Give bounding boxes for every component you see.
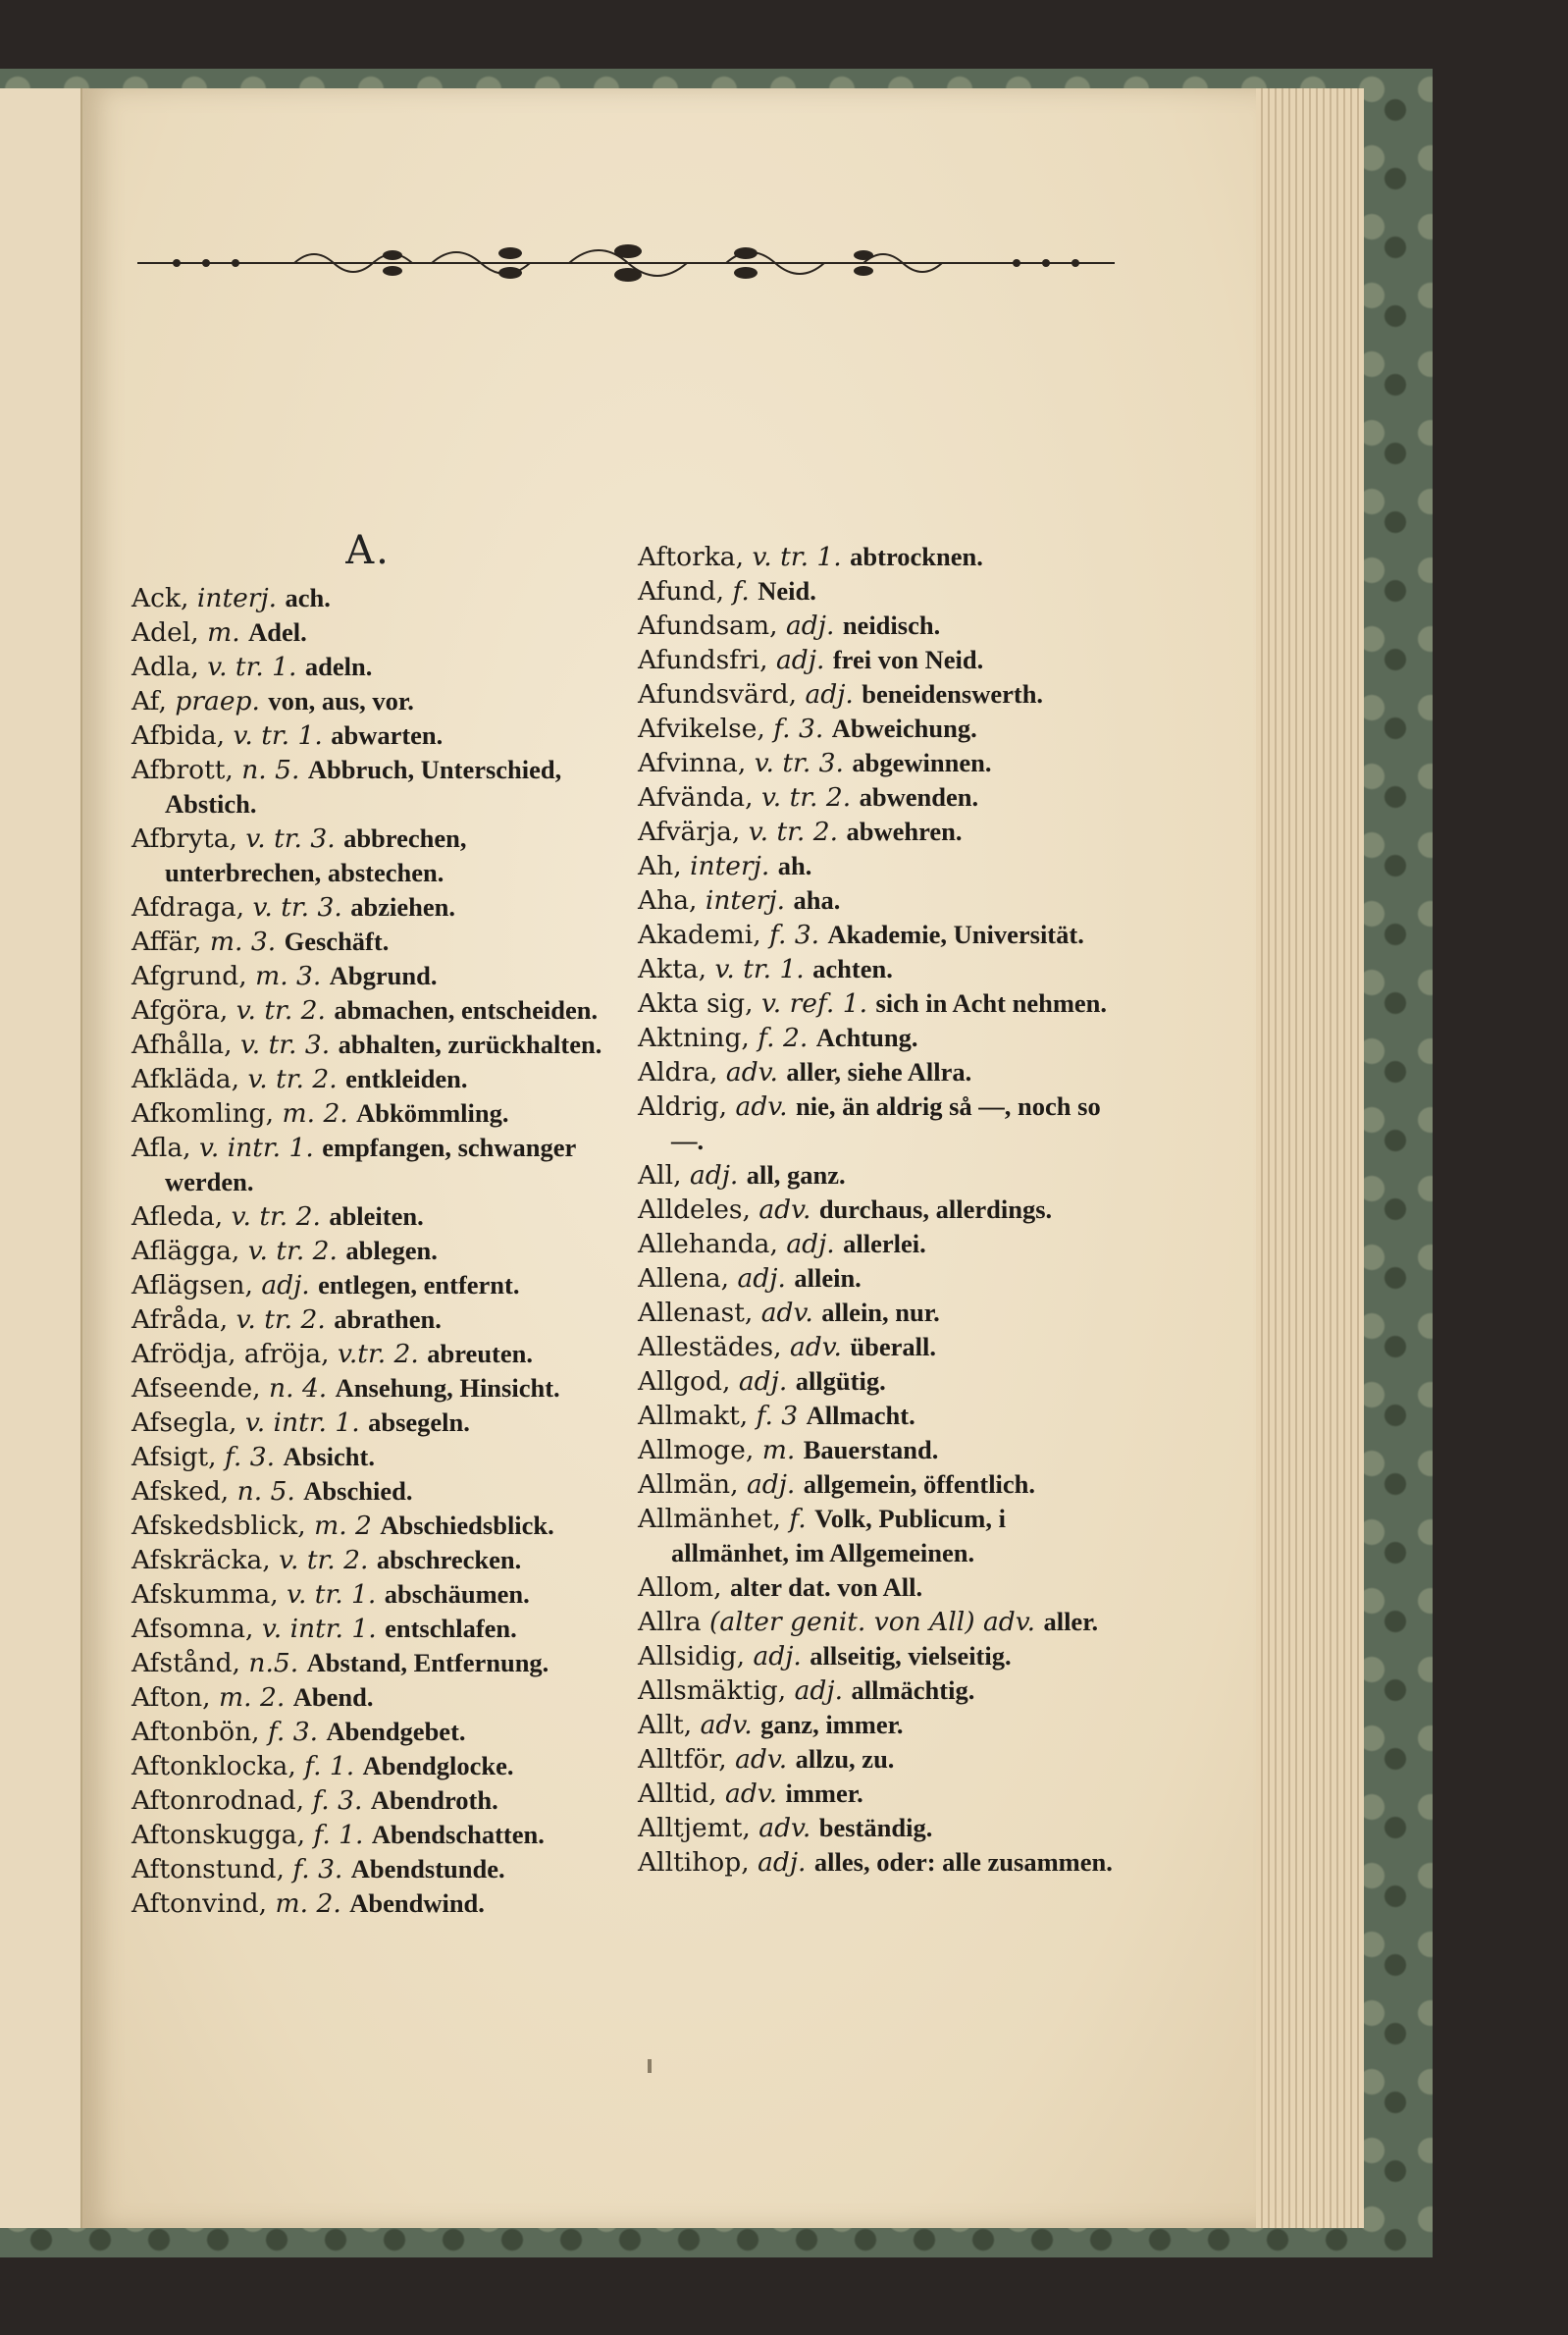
- entry-grammar: adj.: [737, 1263, 786, 1294]
- dictionary-entry: [638, 1502, 1128, 1570]
- entry-term: Afseende,: [131, 1373, 261, 1404]
- dictionary-entry: [131, 650, 602, 684]
- dictionary-entry: [131, 959, 602, 993]
- dictionary-entry: [638, 1330, 1128, 1364]
- entry-term: Alltihop,: [638, 1847, 750, 1878]
- dictionary-entry: [638, 1433, 1128, 1467]
- entry-term: Aldra,: [638, 1057, 718, 1088]
- entry-translation: abtrocknen.: [850, 542, 983, 571]
- entry-translation: all, ganz.: [746, 1160, 846, 1190]
- dictionary-entry: [131, 925, 602, 959]
- entry-grammar: f. 1.: [304, 1751, 355, 1781]
- entry-term: Afsigt,: [131, 1442, 217, 1472]
- entry-grammar: v. tr. 2.: [247, 1236, 338, 1266]
- entry-translation: Abgrund.: [329, 961, 438, 990]
- entry-grammar: v. ref. 1.: [760, 988, 867, 1019]
- page-edges: [1256, 88, 1364, 2228]
- entry-grammar: praep.: [175, 686, 260, 716]
- dictionary-entry: [638, 918, 1128, 952]
- entry-grammar: interj.: [690, 851, 770, 881]
- dictionary-entry: [131, 753, 602, 822]
- entry-grammar: adv.: [725, 1057, 778, 1088]
- entry-term: Afhålla,: [131, 1030, 233, 1060]
- entry-grammar: v. tr. 2.: [235, 1304, 326, 1335]
- entry-translation: empfangen, schwanger werden.: [165, 1133, 576, 1196]
- dictionary-entry: [638, 1605, 1128, 1639]
- entry-term: Aftonvind,: [131, 1888, 268, 1919]
- entry-term: Afvända,: [638, 782, 754, 813]
- entry-grammar: f. 3: [756, 1401, 799, 1431]
- entry-term: Afskedsblick,: [131, 1511, 306, 1541]
- dictionary-entry: [638, 1467, 1128, 1502]
- entry-grammar: f.: [732, 576, 750, 607]
- entry-term: Aftonskugga,: [131, 1820, 306, 1850]
- entry-grammar: adj.: [758, 1847, 807, 1878]
- dictionary-entry: [638, 1158, 1128, 1193]
- entry-translation: alles, oder: alle zusammen.: [813, 1847, 1113, 1877]
- entry-translation: Ansehung, Hinsicht.: [335, 1373, 560, 1403]
- section-letter-heading: A.: [345, 528, 391, 573]
- dictionary-entry: [131, 1577, 602, 1612]
- dictionary-entry: [131, 1371, 602, 1406]
- entry-translation: allseitig, vielseitig.: [810, 1641, 1012, 1671]
- dictionary-entry: [131, 1440, 602, 1474]
- entry-term: Afrödja, afröja,: [131, 1339, 330, 1369]
- entry-grammar: adj.: [776, 645, 825, 675]
- entry-grammar: f. 3.: [268, 1717, 318, 1747]
- dictionary-entry: [638, 1845, 1128, 1880]
- dictionary-entry: [638, 1708, 1128, 1742]
- entry-term: Afbrott,: [131, 755, 234, 785]
- dictionary-entry: [638, 1193, 1128, 1227]
- entry-term: Afsegla,: [131, 1407, 237, 1438]
- entry-term: Afkomling,: [131, 1098, 275, 1129]
- entry-grammar: f. 2.: [758, 1023, 809, 1053]
- entry-translation: abgewinnen.: [852, 748, 992, 777]
- dictionary-entry: [131, 1509, 602, 1543]
- entry-grammar: v. intr. 1.: [261, 1614, 377, 1644]
- entry-grammar: adj.: [785, 610, 835, 641]
- entry-term: Alltför,: [638, 1744, 727, 1775]
- dictionary-entry: [131, 1886, 602, 1921]
- entry-term: Allsmäktig,: [638, 1675, 787, 1706]
- dictionary-entry: [638, 815, 1128, 849]
- entry-translation: sich in Acht nehmen.: [875, 988, 1108, 1018]
- entry-translation: ach.: [285, 583, 331, 612]
- entry-term: Allmakt,: [638, 1401, 749, 1431]
- entry-translation: abziehen.: [350, 892, 455, 922]
- entry-term: Aftonstund,: [131, 1854, 285, 1884]
- entry-translation: beneidenswerth.: [862, 679, 1044, 709]
- entry-grammar: n. 5.: [236, 1476, 295, 1507]
- entry-grammar: v. tr. 2.: [760, 782, 852, 813]
- entry-term: Allmänhet,: [638, 1504, 781, 1534]
- entry-term: Allsidig,: [638, 1641, 745, 1672]
- entry-grammar: adv.: [735, 1091, 788, 1122]
- page-mark: [648, 2059, 652, 2073]
- entry-term: Allt,: [638, 1710, 693, 1740]
- entry-grammar: m. 2.: [275, 1888, 341, 1919]
- entry-grammar: m. 3.: [209, 927, 277, 957]
- entry-grammar: adj.: [753, 1641, 802, 1672]
- entry-translation: Geschäft.: [284, 927, 390, 956]
- dictionary-entry: [638, 1673, 1128, 1708]
- dictionary-entry: [638, 643, 1128, 677]
- left-column: [131, 581, 602, 1921]
- entry-grammar: m.: [207, 617, 240, 648]
- entry-grammar: v. tr. 1.: [752, 542, 842, 572]
- entry-translation: von, aus, vor.: [268, 686, 414, 716]
- entry-translation: Abweichung.: [831, 714, 977, 743]
- entry-translation: nie, än aldrig så —, noch so —.: [671, 1091, 1101, 1155]
- dictionary-entry: [131, 1646, 602, 1680]
- entry-term: Aflägsen,: [131, 1270, 253, 1300]
- dictionary-entry: [131, 1543, 602, 1577]
- entry-term: Afvinna,: [638, 748, 747, 778]
- entry-grammar: interj.: [705, 885, 786, 916]
- entry-term: Alldeles,: [638, 1194, 751, 1225]
- entry-term: Allra: [638, 1607, 702, 1637]
- dictionary-entry: [131, 684, 602, 718]
- entry-term: All,: [638, 1160, 682, 1191]
- dictionary-entry: [131, 1749, 602, 1783]
- dictionary-entry: [638, 1364, 1128, 1399]
- entry-translation: abwenden.: [859, 782, 979, 812]
- entry-grammar: f.: [789, 1504, 807, 1534]
- entry-term: Allmän,: [638, 1469, 739, 1500]
- entry-term: Allgod,: [638, 1366, 731, 1397]
- entry-translation: entkleiden.: [345, 1064, 468, 1093]
- entry-grammar: m. 2: [314, 1511, 372, 1541]
- entry-grammar: f. 3.: [769, 920, 820, 950]
- entry-grammar: f. 3.: [312, 1785, 363, 1816]
- entry-term: Ah,: [638, 851, 682, 881]
- entry-term: Aftonbön,: [131, 1717, 260, 1747]
- entry-translation: Absicht.: [283, 1442, 375, 1471]
- entry-translation: abhalten, zurückhalten.: [338, 1030, 602, 1059]
- entry-grammar: (alter genit. von All) adv.: [709, 1607, 1036, 1637]
- entry-term: Afbida,: [131, 720, 226, 751]
- entry-translation: abreuten.: [427, 1339, 534, 1368]
- dictionary-entry: [131, 718, 602, 753]
- entry-term: Alltjemt,: [638, 1813, 751, 1843]
- dictionary-entry: [131, 615, 602, 650]
- entry-translation: Abendwind.: [349, 1888, 485, 1918]
- entry-term: Allena,: [638, 1263, 730, 1294]
- dictionary-entry: [638, 609, 1128, 643]
- entry-translation: Abend.: [292, 1682, 374, 1712]
- entry-grammar: adv.: [700, 1710, 753, 1740]
- entry-grammar: v. intr. 1.: [244, 1407, 360, 1438]
- dictionary-entry: [638, 1777, 1128, 1811]
- entry-translation: abwarten.: [331, 720, 444, 750]
- dictionary-entry: [638, 1261, 1128, 1296]
- entry-grammar: v. tr. 1.: [207, 652, 297, 682]
- dictionary-entry: [131, 1268, 602, 1302]
- entry-translation: abmachen, entscheiden.: [334, 995, 599, 1025]
- entry-grammar: n. 5.: [241, 755, 300, 785]
- entry-term: Allestädes,: [638, 1332, 782, 1362]
- entry-translation: allein, nur.: [821, 1298, 940, 1327]
- floral-ornament-icon: [137, 234, 1115, 292]
- entry-translation: adeln.: [304, 652, 373, 681]
- entry-translation: Volk, Publicum, i allmänhet, im Allgemeinen.: [671, 1504, 1006, 1567]
- entry-term: Afleda,: [131, 1201, 224, 1232]
- entry-translation: entschlafen.: [385, 1614, 517, 1643]
- dictionary-entry: [131, 1474, 602, 1509]
- entry-translation: Abendroth.: [370, 1785, 498, 1815]
- entry-translation: Abschied.: [303, 1476, 413, 1506]
- entry-translation: Allmacht.: [806, 1401, 915, 1430]
- dictionary-entry: [638, 952, 1128, 986]
- entry-grammar: f. 3.: [292, 1854, 343, 1884]
- entry-translation: Achtung.: [815, 1023, 918, 1052]
- entry-translation: Abstand, Entfernung.: [306, 1648, 549, 1677]
- entry-term: Aftonrodnad,: [131, 1785, 304, 1816]
- entry-translation: überall.: [850, 1332, 936, 1361]
- entry-translation: aller.: [1043, 1607, 1099, 1636]
- entry-grammar: adj.: [786, 1229, 835, 1259]
- entry-grammar: v. tr. 2.: [748, 817, 839, 847]
- entry-translation: Abkömmling.: [356, 1098, 509, 1128]
- entry-grammar: v. tr. 3.: [239, 1030, 331, 1060]
- entry-translation: Abendglocke.: [362, 1751, 514, 1780]
- entry-translation: beständig.: [818, 1813, 933, 1842]
- dictionary-entry: [638, 574, 1128, 609]
- entry-grammar: v. tr. 1.: [233, 720, 323, 751]
- dictionary-entry: [638, 986, 1128, 1021]
- entry-translation: alter dat. von All.: [730, 1572, 923, 1602]
- entry-grammar: m. 2.: [219, 1682, 286, 1713]
- entry-grammar: adv.: [760, 1298, 813, 1328]
- left-page-edge: [0, 88, 82, 2228]
- entry-translation: Adel.: [248, 617, 307, 647]
- dictionary-entry: [131, 1612, 602, 1646]
- entry-translation: allmächtig.: [851, 1675, 975, 1705]
- entry-grammar: adv.: [789, 1332, 842, 1362]
- entry-term: Afgöra,: [131, 995, 229, 1026]
- entry-grammar: adv.: [758, 1194, 811, 1225]
- entry-term: Alltid,: [638, 1778, 717, 1809]
- entry-translation: Abschiedsblick.: [380, 1511, 554, 1540]
- entry-grammar: v. intr. 1.: [199, 1133, 314, 1163]
- entry-term: Adel,: [131, 617, 199, 648]
- entry-term: Adla,: [131, 652, 199, 682]
- entry-grammar: adj.: [805, 679, 854, 710]
- entry-grammar: adv.: [735, 1744, 788, 1775]
- entry-grammar: adj.: [689, 1160, 739, 1191]
- entry-term: Afskumma,: [131, 1579, 279, 1610]
- entry-translation: allerlei.: [843, 1229, 926, 1258]
- right-column: [638, 540, 1128, 1880]
- entry-grammar: v. tr. 3.: [245, 823, 336, 854]
- entry-grammar: adv.: [725, 1778, 778, 1809]
- entry-translation: Akademie, Universität.: [827, 920, 1084, 949]
- dictionary-entry: [638, 1742, 1128, 1777]
- entry-translation: Neid.: [758, 576, 816, 606]
- entry-term: Af,: [131, 686, 167, 716]
- entry-translation: entlegen, entfernt.: [318, 1270, 520, 1300]
- entry-term: Afkläda,: [131, 1064, 239, 1094]
- entry-translation: allein.: [794, 1263, 862, 1293]
- entry-term: Aktning,: [638, 1023, 750, 1053]
- entry-term: Akta sig,: [638, 988, 754, 1019]
- entry-translation: ablegen.: [345, 1236, 438, 1265]
- entry-translation: neidisch.: [842, 610, 941, 640]
- entry-term: Afvikelse,: [638, 714, 765, 744]
- entry-grammar: f. 1.: [313, 1820, 364, 1850]
- entry-grammar: interj.: [196, 583, 278, 613]
- entry-grammar: f. 3.: [225, 1442, 276, 1472]
- entry-term: Afråda,: [131, 1304, 229, 1335]
- entry-grammar: v. tr. 3.: [754, 748, 844, 778]
- dictionary-entry: [638, 1021, 1128, 1055]
- entry-term: Aftorka,: [638, 542, 745, 572]
- entry-term: Aldrig,: [638, 1091, 728, 1122]
- dictionary-entry: [638, 1399, 1128, 1433]
- entry-translation: ableiten.: [329, 1201, 424, 1231]
- entry-term: Afton,: [131, 1682, 211, 1713]
- entry-grammar: v. tr. 3.: [252, 892, 342, 923]
- dictionary-entry: [638, 1296, 1128, 1330]
- entry-term: Afvärja,: [638, 817, 741, 847]
- entry-grammar: n. 4.: [269, 1373, 328, 1404]
- entry-translation: Abendstunde.: [350, 1854, 505, 1884]
- entry-term: Afund,: [638, 576, 725, 607]
- entry-term: Afsomna,: [131, 1614, 254, 1644]
- dictionary-entry: [638, 780, 1128, 815]
- dictionary-entry: [638, 712, 1128, 746]
- dictionary-entry: [638, 1639, 1128, 1673]
- entry-translation: allzu, zu.: [795, 1744, 895, 1774]
- entry-translation: abrathen.: [334, 1304, 442, 1334]
- dictionary-entry: [131, 1715, 602, 1749]
- entry-grammar: v. tr. 2.: [279, 1545, 369, 1575]
- dictionary-entry: [131, 1818, 602, 1852]
- entry-translation: absegeln.: [368, 1407, 470, 1437]
- entry-translation: allgemein, öffentlich.: [803, 1469, 1036, 1499]
- entry-term: Aflägga,: [131, 1236, 240, 1266]
- dictionary-entry: [131, 1680, 602, 1715]
- dictionary-entry: [638, 1089, 1128, 1158]
- entry-translation: abschrecken.: [376, 1545, 522, 1574]
- dictionary-entry: [131, 890, 602, 925]
- dictionary-entry: [638, 1227, 1128, 1261]
- entry-translation: allgütig.: [795, 1366, 886, 1396]
- entry-translation: aha.: [793, 885, 841, 915]
- entry-grammar: v. tr. 1.: [714, 954, 805, 984]
- dictionary-entry: [131, 581, 602, 615]
- entry-term: Afundsvärd,: [638, 679, 798, 710]
- entry-term: Afdraga,: [131, 892, 245, 923]
- dictionary-entry: [131, 1406, 602, 1440]
- dictionary-entry: [638, 1570, 1128, 1605]
- entry-term: Afskräcka,: [131, 1545, 271, 1575]
- dictionary-entry: [638, 746, 1128, 780]
- dictionary-entry: [131, 1028, 602, 1062]
- entry-translation: ah.: [777, 851, 812, 880]
- entry-grammar: v. tr. 2.: [231, 1201, 321, 1232]
- entry-term: Afsked,: [131, 1476, 230, 1507]
- dictionary-entry: [131, 1234, 602, 1268]
- entry-grammar: v. tr. 2.: [247, 1064, 338, 1094]
- dictionary-entry: [638, 1811, 1128, 1845]
- entry-grammar: adj.: [794, 1675, 844, 1706]
- entry-translation: Abendgebet.: [326, 1717, 466, 1746]
- dictionary-entry: [638, 1055, 1128, 1089]
- entry-grammar: m. 3.: [255, 961, 322, 991]
- dictionary-entry: [131, 993, 602, 1028]
- entry-translation: abschäumen.: [384, 1579, 530, 1609]
- entry-term: Allom,: [638, 1572, 722, 1603]
- entry-translation: Abbruch, Unterschied, Abstich.: [165, 755, 562, 819]
- entry-term: Afbryta,: [131, 823, 237, 854]
- entry-grammar: v.tr. 2.: [338, 1339, 419, 1369]
- dictionary-entry: [131, 1337, 602, 1371]
- entry-translation: frei von Neid.: [832, 645, 984, 674]
- dictionary-entry: [131, 1302, 602, 1337]
- dictionary-entry: [131, 1199, 602, 1234]
- entry-translation: Abendschatten.: [371, 1820, 545, 1849]
- entry-term: Afstånd,: [131, 1648, 240, 1678]
- dictionary-entry: [638, 849, 1128, 883]
- entry-translation: achten.: [812, 954, 893, 983]
- entry-term: Aha,: [638, 885, 698, 916]
- entry-translation: abwehren.: [846, 817, 963, 846]
- dictionary-entry: [131, 1783, 602, 1818]
- entry-grammar: adj.: [738, 1366, 788, 1397]
- dictionary-entry: [131, 1131, 602, 1199]
- entry-translation: aller, siehe Allra.: [786, 1057, 972, 1087]
- entry-term: Aftonklocka,: [131, 1751, 296, 1781]
- entry-grammar: v. tr. 2.: [235, 995, 326, 1026]
- entry-grammar: v. tr. 1.: [287, 1579, 377, 1610]
- entry-term: Akta,: [638, 954, 707, 984]
- entry-term: Afundsfri,: [638, 645, 768, 675]
- entry-term: Akademi,: [638, 920, 761, 950]
- entry-translation: ganz, immer.: [760, 1710, 904, 1739]
- entry-term: Allmoge,: [638, 1435, 755, 1465]
- entry-term: Afla,: [131, 1133, 191, 1163]
- entry-translation: immer.: [785, 1778, 863, 1808]
- dictionary-entry: [131, 1062, 602, 1096]
- entry-grammar: adj.: [746, 1469, 796, 1500]
- entry-grammar: m.: [761, 1435, 796, 1465]
- dictionary-entry: [638, 540, 1128, 574]
- entry-term: Ack,: [131, 583, 189, 613]
- entry-term: Allehanda,: [638, 1229, 778, 1259]
- entry-grammar: n.5.: [248, 1648, 299, 1678]
- dictionary-entry: [131, 822, 602, 890]
- entry-term: Afgrund,: [131, 961, 247, 991]
- entry-term: Affär,: [131, 927, 202, 957]
- entry-grammar: adj.: [261, 1270, 310, 1300]
- entry-term: Afundsam,: [638, 610, 778, 641]
- entry-term: Allenast,: [638, 1298, 754, 1328]
- entry-translation: durchaus, allerdings.: [818, 1194, 1053, 1224]
- dictionary-entry: [131, 1852, 602, 1886]
- entry-grammar: adv.: [758, 1813, 811, 1843]
- dictionary-entry: [131, 1096, 602, 1131]
- entry-translation: Bauerstand.: [803, 1435, 939, 1464]
- entry-grammar: m. 2.: [282, 1098, 348, 1129]
- dictionary-entry: [638, 883, 1128, 918]
- entry-grammar: f. 3.: [773, 714, 824, 744]
- dictionary-entry: [638, 677, 1128, 712]
- entry-translation: abbrechen, unterbrechen, abstechen.: [165, 823, 467, 887]
